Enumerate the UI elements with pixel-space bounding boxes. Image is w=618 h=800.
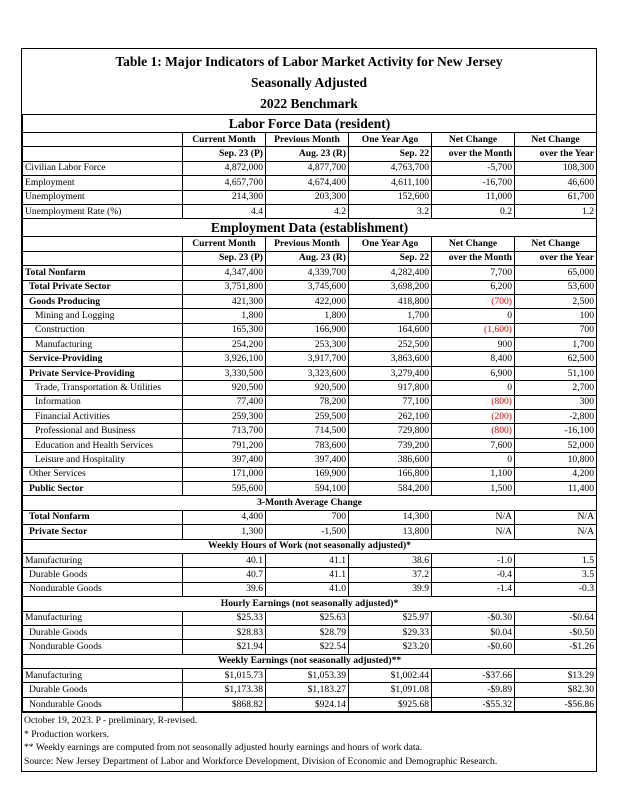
value-cell: 3,926,100 [183,352,266,366]
hourly-earnings-heading [23,597,597,611]
row-label: Nondurable Goods [23,582,183,596]
employment-heading-label: Employment Data (establishment) [23,219,597,237]
table-row [23,525,597,539]
table-row [23,582,597,596]
value-cell: 6,200 [432,280,515,294]
value-cell: 900 [432,338,515,352]
table-row [23,453,597,467]
value-cell: 11,400 [515,481,597,495]
value-cell: 1,700 [349,309,432,323]
value-cell: $1,053.39 [266,669,349,683]
value-cell: 3,698,200 [349,280,432,294]
value-cell: 77,100 [349,395,432,409]
value-cell: 714,500 [266,424,349,438]
value-cell: 0 [432,453,515,467]
row-label: Employment [23,176,183,190]
value-cell: 1,100 [432,467,515,481]
value-cell: 4.4 [183,204,266,218]
value-cell: -1.4 [432,582,515,596]
value-cell: 418,800 [349,294,432,308]
value-cell: N/A [515,510,597,524]
value-cell: 1,800 [183,309,266,323]
value-cell: 4,657,700 [183,176,266,190]
value-cell: 40.7 [183,568,266,582]
value-cell: 386,600 [349,453,432,467]
table-row [23,510,597,524]
value-cell: $29.33 [349,625,432,639]
table-row [23,669,597,683]
row-label: Civilian Labor Force [23,161,183,175]
value-cell: 252,500 [349,338,432,352]
table-row [23,176,597,190]
value-cell: N/A [432,525,515,539]
column-header-row [23,133,597,147]
indicators-table [22,114,597,712]
value-cell: 259,300 [183,410,266,424]
column-header-row [23,237,597,251]
value-cell: 739,200 [349,438,432,452]
avg-change-heading-label: 3-Month Average Change [23,496,597,510]
row-label: Total Private Sector [23,280,183,294]
row-label: Unemployment [23,190,183,204]
value-cell: 4,611,100 [349,176,432,190]
table-row [23,352,597,366]
value-cell: -$37.66 [432,669,515,683]
table-row [23,204,597,218]
value-cell: 65,000 [515,266,597,280]
value-cell: -$9.89 [432,683,515,697]
value-cell: -16,700 [432,176,515,190]
weekly-earnings-heading-label: Weekly Earnings (not seasonally adjusted)** [23,654,597,668]
row-label: Durable Goods [23,625,183,639]
employment-heading [23,219,597,237]
value-cell: 6,900 [432,366,515,380]
table-row [23,568,597,582]
value-cell: 52,000 [515,438,597,452]
row-label: Education and Health Services [23,438,183,452]
value-cell: 3,745,600 [266,280,349,294]
value-cell: 166,900 [266,323,349,337]
value-cell: 4,877,700 [266,161,349,175]
row-label: Financial Activities [23,410,183,424]
value-cell: $21.94 [183,640,266,654]
row-label: Private Service-Providing [23,366,183,380]
table-row [23,625,597,639]
row-label: Nondurable Goods [23,697,183,711]
table-row [23,410,597,424]
value-cell: 40.1 [183,553,266,567]
value-cell: 164,600 [349,323,432,337]
labor-force-heading-label: Labor Force Data (resident) [23,115,597,133]
column-header: Sep. 23 (P) [183,147,266,161]
value-cell: -1,500 [266,525,349,539]
value-cell: 41.1 [266,568,349,582]
value-cell: 729,800 [349,424,432,438]
value-cell: 4.2 [266,204,349,218]
weekly-hours-heading [23,539,597,553]
footnote-production-workers: * Production workers. [24,728,109,740]
value-cell: 700 [266,510,349,524]
table-subtitle-benchmark: 2022 Benchmark [260,96,358,111]
column-header: Sep. 23 (P) [183,251,266,265]
value-cell: $0.04 [432,625,515,639]
value-cell: 7,700 [432,266,515,280]
footnote-weekly-earnings: ** Weekly earnings are computed from not seasonally adjusted hourly earnings and hours of work data. [24,742,423,754]
row-label: Manufacturing [23,669,183,683]
row-label: Durable Goods [23,683,183,697]
value-cell: 62,500 [515,352,597,366]
table-row [23,481,597,495]
row-label: Unemployment Rate (%) [23,204,183,218]
value-cell: 253,300 [266,338,349,352]
column-header: Net Change [432,237,515,251]
value-cell: 100 [515,309,597,323]
value-cell: 700 [515,323,597,337]
value-cell: (800) [432,395,515,409]
value-cell: $1,173.38 [183,683,266,697]
column-header: over the Year [515,251,597,265]
value-cell: 3.2 [349,204,432,218]
column-header: Current Month [183,133,266,147]
table-row [23,424,597,438]
labor-market-table-document [21,48,597,772]
value-cell: 1.5 [515,553,597,567]
labor-force-heading [23,115,597,133]
column-header-row [23,147,597,161]
table-row [23,640,597,654]
row-label: Manufacturing [23,338,183,352]
value-cell: 14,300 [349,510,432,524]
header-blank-cell [23,237,183,251]
column-header: One Year Ago [349,237,432,251]
value-cell: 2,700 [515,381,597,395]
value-cell: 46,600 [515,176,597,190]
value-cell: 214,300 [183,190,266,204]
value-cell: 397,400 [266,453,349,467]
value-cell: -$0.64 [515,611,597,625]
row-label: Durable Goods [23,568,183,582]
row-label: Service-Providing [23,352,183,366]
value-cell: $82.30 [515,683,597,697]
value-cell: 165,300 [183,323,266,337]
value-cell: 3,863,600 [349,352,432,366]
column-header: Aug. 23 (R) [266,251,349,265]
table-row [23,467,597,481]
value-cell: 422,000 [266,294,349,308]
row-label: Private Sector [23,525,183,539]
value-cell: 4,200 [515,467,597,481]
table-row [23,611,597,625]
row-label: Leisure and Hospitality [23,453,183,467]
value-cell: $25.33 [183,611,266,625]
value-cell: 1.2 [515,204,597,218]
table-row [23,338,597,352]
value-cell: $1,015.73 [183,669,266,683]
value-cell: 4,282,400 [349,266,432,280]
value-cell: 11,000 [432,190,515,204]
value-cell: $13.29 [515,669,597,683]
row-label: Manufacturing [23,611,183,625]
value-cell: 152,600 [349,190,432,204]
value-cell: $28.83 [183,625,266,639]
column-header: Sep. 22 [349,147,432,161]
column-header: Previous Month [266,133,349,147]
value-cell: 791,200 [183,438,266,452]
value-cell: 77,400 [183,395,266,409]
table-row [23,323,597,337]
table-row [23,294,597,308]
table-row [23,366,597,380]
row-label: Other Services [23,467,183,481]
value-cell: (800) [432,424,515,438]
column-header-row [23,251,597,265]
column-header: Net Change [515,133,597,147]
header-blank-cell [23,251,183,265]
value-cell: 3,279,400 [349,366,432,380]
value-cell: 4,763,700 [349,161,432,175]
header-blank-cell [23,133,183,147]
value-cell: 0 [432,381,515,395]
value-cell: 51,100 [515,366,597,380]
value-cell: 38.6 [349,553,432,567]
row-label: Total Nonfarm [23,266,183,280]
table-row [23,190,597,204]
value-cell: N/A [432,510,515,524]
value-cell: (700) [432,294,515,308]
value-cell: 169,900 [266,467,349,481]
value-cell: 53,600 [515,280,597,294]
value-cell: $1,091.08 [349,683,432,697]
value-cell: 41.0 [266,582,349,596]
value-cell: 259,500 [266,410,349,424]
row-label: Nondurable Goods [23,640,183,654]
value-cell: 1,700 [515,338,597,352]
value-cell: 41.1 [266,553,349,567]
value-cell: N/A [515,525,597,539]
value-cell: 595,600 [183,481,266,495]
value-cell: $28.79 [266,625,349,639]
row-label: Total Nonfarm [23,510,183,524]
value-cell: 4,339,700 [266,266,349,280]
value-cell: 584,200 [349,481,432,495]
value-cell: 13,800 [349,525,432,539]
value-cell: 61,700 [515,190,597,204]
value-cell: 0 [432,309,515,323]
column-header: over the Month [432,147,515,161]
value-cell: 203,300 [266,190,349,204]
column-header: Net Change [515,237,597,251]
row-label: Information [23,395,183,409]
value-cell: -0.4 [432,568,515,582]
value-cell: 166,800 [349,467,432,481]
row-label: Public Sector [23,481,183,495]
value-cell: 2,500 [515,294,597,308]
table-row [23,438,597,452]
table-row [23,697,597,711]
column-header: over the Month [432,251,515,265]
value-cell: 920,500 [183,381,266,395]
value-cell: 0.2 [432,204,515,218]
table-row [23,280,597,294]
value-cell: $924.14 [266,697,349,711]
value-cell: -5,700 [432,161,515,175]
table-row [23,381,597,395]
value-cell: 39.6 [183,582,266,596]
value-cell: $868.82 [183,697,266,711]
value-cell: 1,500 [432,481,515,495]
value-cell: -$0.30 [432,611,515,625]
value-cell: 37.2 [349,568,432,582]
value-cell: 10,800 [515,453,597,467]
value-cell: $22.54 [266,640,349,654]
value-cell: 108,300 [515,161,597,175]
value-cell: 4,400 [183,510,266,524]
value-cell: $25.97 [349,611,432,625]
value-cell: 39.9 [349,582,432,596]
avg-change-heading [23,496,597,510]
value-cell: 262,100 [349,410,432,424]
table-row [23,266,597,280]
value-cell: -2,800 [515,410,597,424]
value-cell: $1,002.44 [349,669,432,683]
value-cell: 300 [515,395,597,409]
value-cell: 8,400 [432,352,515,366]
value-cell: 4,674,400 [266,176,349,190]
row-label: Trade, Transportation & Utilities [23,381,183,395]
weekly-hours-heading-label: Weekly Hours of Work (not seasonally adjusted)* [23,539,597,553]
value-cell: 920,500 [266,381,349,395]
value-cell: $925.68 [349,697,432,711]
column-header: Aug. 23 (R) [266,147,349,161]
value-cell: 917,800 [349,381,432,395]
value-cell: -$0.50 [515,625,597,639]
value-cell: 3,917,700 [266,352,349,366]
value-cell: 3.5 [515,568,597,582]
value-cell: (200) [432,410,515,424]
value-cell: 594,100 [266,481,349,495]
header-blank-cell [23,147,183,161]
value-cell: 421,300 [183,294,266,308]
table-row [23,395,597,409]
column-header: Current Month [183,237,266,251]
row-label: Goods Producing [23,294,183,308]
value-cell: 1,800 [266,309,349,323]
value-cell: 3,751,800 [183,280,266,294]
value-cell: 783,600 [266,438,349,452]
value-cell: 78,200 [266,395,349,409]
table-row [23,683,597,697]
row-label: Mining and Logging [23,309,183,323]
row-label: Professional and Business [23,424,183,438]
value-cell: -16,100 [515,424,597,438]
weekly-earnings-heading [23,654,597,668]
column-header: One Year Ago [349,133,432,147]
value-cell: -1.0 [432,553,515,567]
value-cell: 3,330,500 [183,366,266,380]
table-title: Table 1: Major Indicators of Labor Market Activity for New Jersey [115,54,503,69]
table-row [23,553,597,567]
table-row [23,309,597,323]
value-cell: 171,000 [183,467,266,481]
column-header: Net Change [432,133,515,147]
column-header: Previous Month [266,237,349,251]
value-cell: -$55.32 [432,697,515,711]
value-cell: 397,400 [183,453,266,467]
value-cell: 4,872,000 [183,161,266,175]
table-subtitle-adjustment: Seasonally Adjusted [251,75,367,90]
value-cell: $25.63 [266,611,349,625]
table-row [23,161,597,175]
value-cell: 1,300 [183,525,266,539]
value-cell: -$56.86 [515,697,597,711]
value-cell: $23.20 [349,640,432,654]
value-cell: (1,600) [432,323,515,337]
value-cell: -$1.26 [515,640,597,654]
footnote-source: Source: New Jersey Department of Labor and Workforce Development, Division of Economic and Demographic Research. [24,756,498,768]
value-cell: 7,600 [432,438,515,452]
value-cell: -$0.60 [432,640,515,654]
value-cell: 713,700 [183,424,266,438]
footnote-date: October 19, 2023. P - preliminary, R-revised. [24,715,198,727]
value-cell: $1,183.27 [266,683,349,697]
value-cell: 254,200 [183,338,266,352]
row-label: Construction [23,323,183,337]
column-header: Sep. 22 [349,251,432,265]
column-header: over the Year [515,147,597,161]
hourly-earnings-heading-label: Hourly Earnings (not seasonally adjusted)* [23,597,597,611]
row-label: Manufacturing [23,553,183,567]
value-cell: 3,323,600 [266,366,349,380]
value-cell: -0.3 [515,582,597,596]
value-cell: 4,347,400 [183,266,266,280]
footnotes [22,712,596,770]
